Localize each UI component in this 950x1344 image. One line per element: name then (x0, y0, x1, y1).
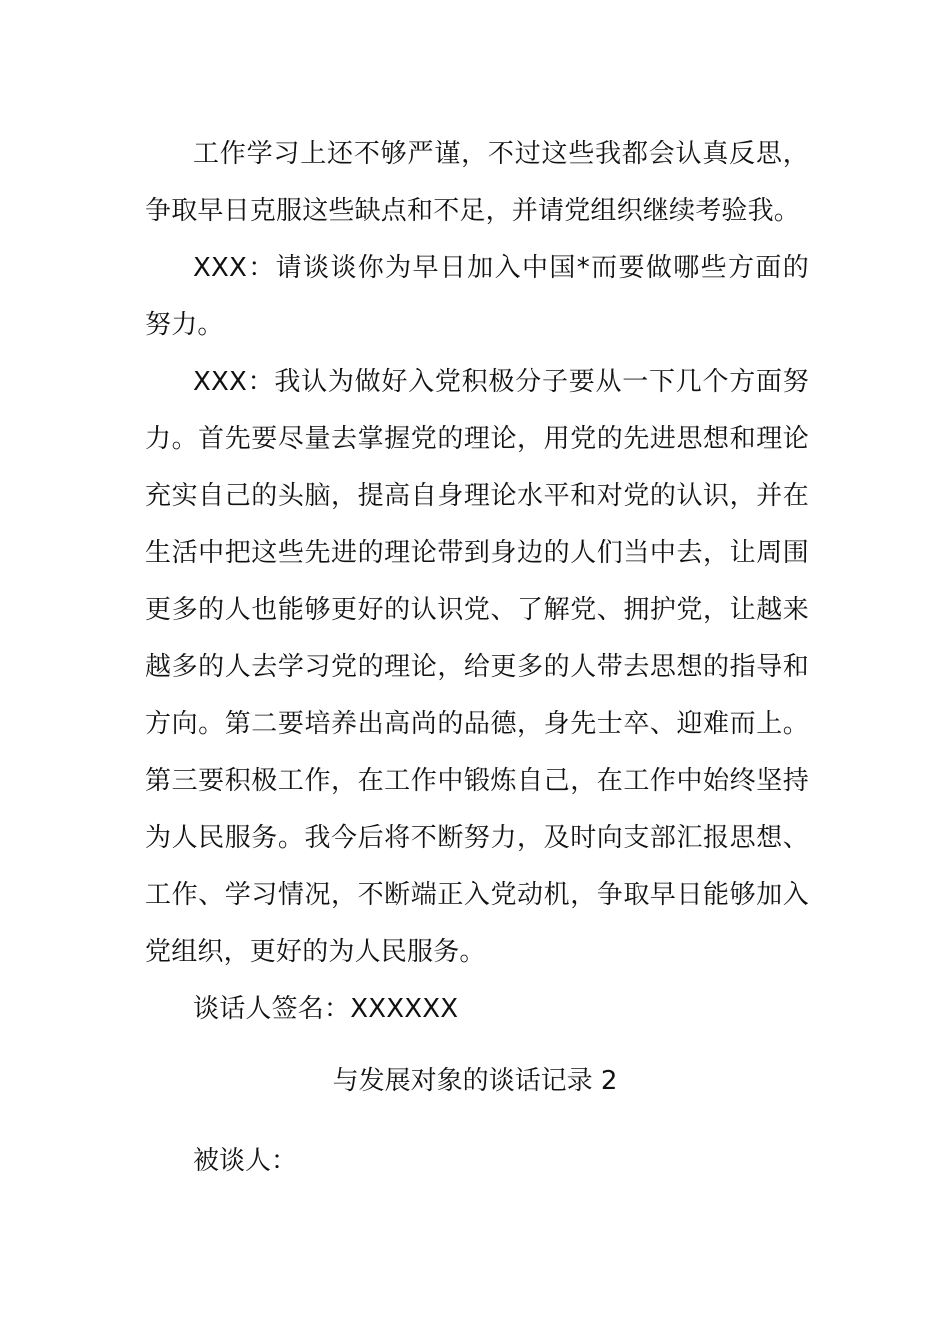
paragraph-signature: 谈话人签名：XXXXXX (193, 994, 459, 1024)
paragraph-answer: XXX：我认为做好入党积极分子要从一下几个方面努力。首先要尽量去掌握党的理论，用党的先进思想和理论充实自己的头脑，提高自身理论水平和对党的认识，并在生活中把这些先进的理论带到身边的人们当中去，让周围更多的人也能够更好的认识党、了解党、拥护党，让越来越多的人去学习党的理论，给更多的人带去思想的指导和方向。第二要培养出高尚的品德，身先士卒、迎难而上。第三要积极工作，在工作中锻炼自己，在工作中始终坚持为人民服务。我今后将不断努力，及时向支部汇报思想、工作、学习情况，不断端正入党动机，争取早日能够加入党组织，更好的为人民服务。 (145, 367, 809, 967)
document-body (145, 126, 809, 1038)
section-title: 与发展对象的谈话记录 2 (332, 1066, 618, 1096)
paragraph-reflection: 工作学习上还不够严谨，不过这些我都会认真反思，争取早日克服这些缺点和不足，并请党组织继续考验我。 (145, 139, 809, 226)
paragraph-question: XXX：请谈谈你为早日加入中国*而要做哪些方面的努力。 (145, 253, 809, 340)
interviewee-label: 被谈人： (193, 1146, 298, 1176)
